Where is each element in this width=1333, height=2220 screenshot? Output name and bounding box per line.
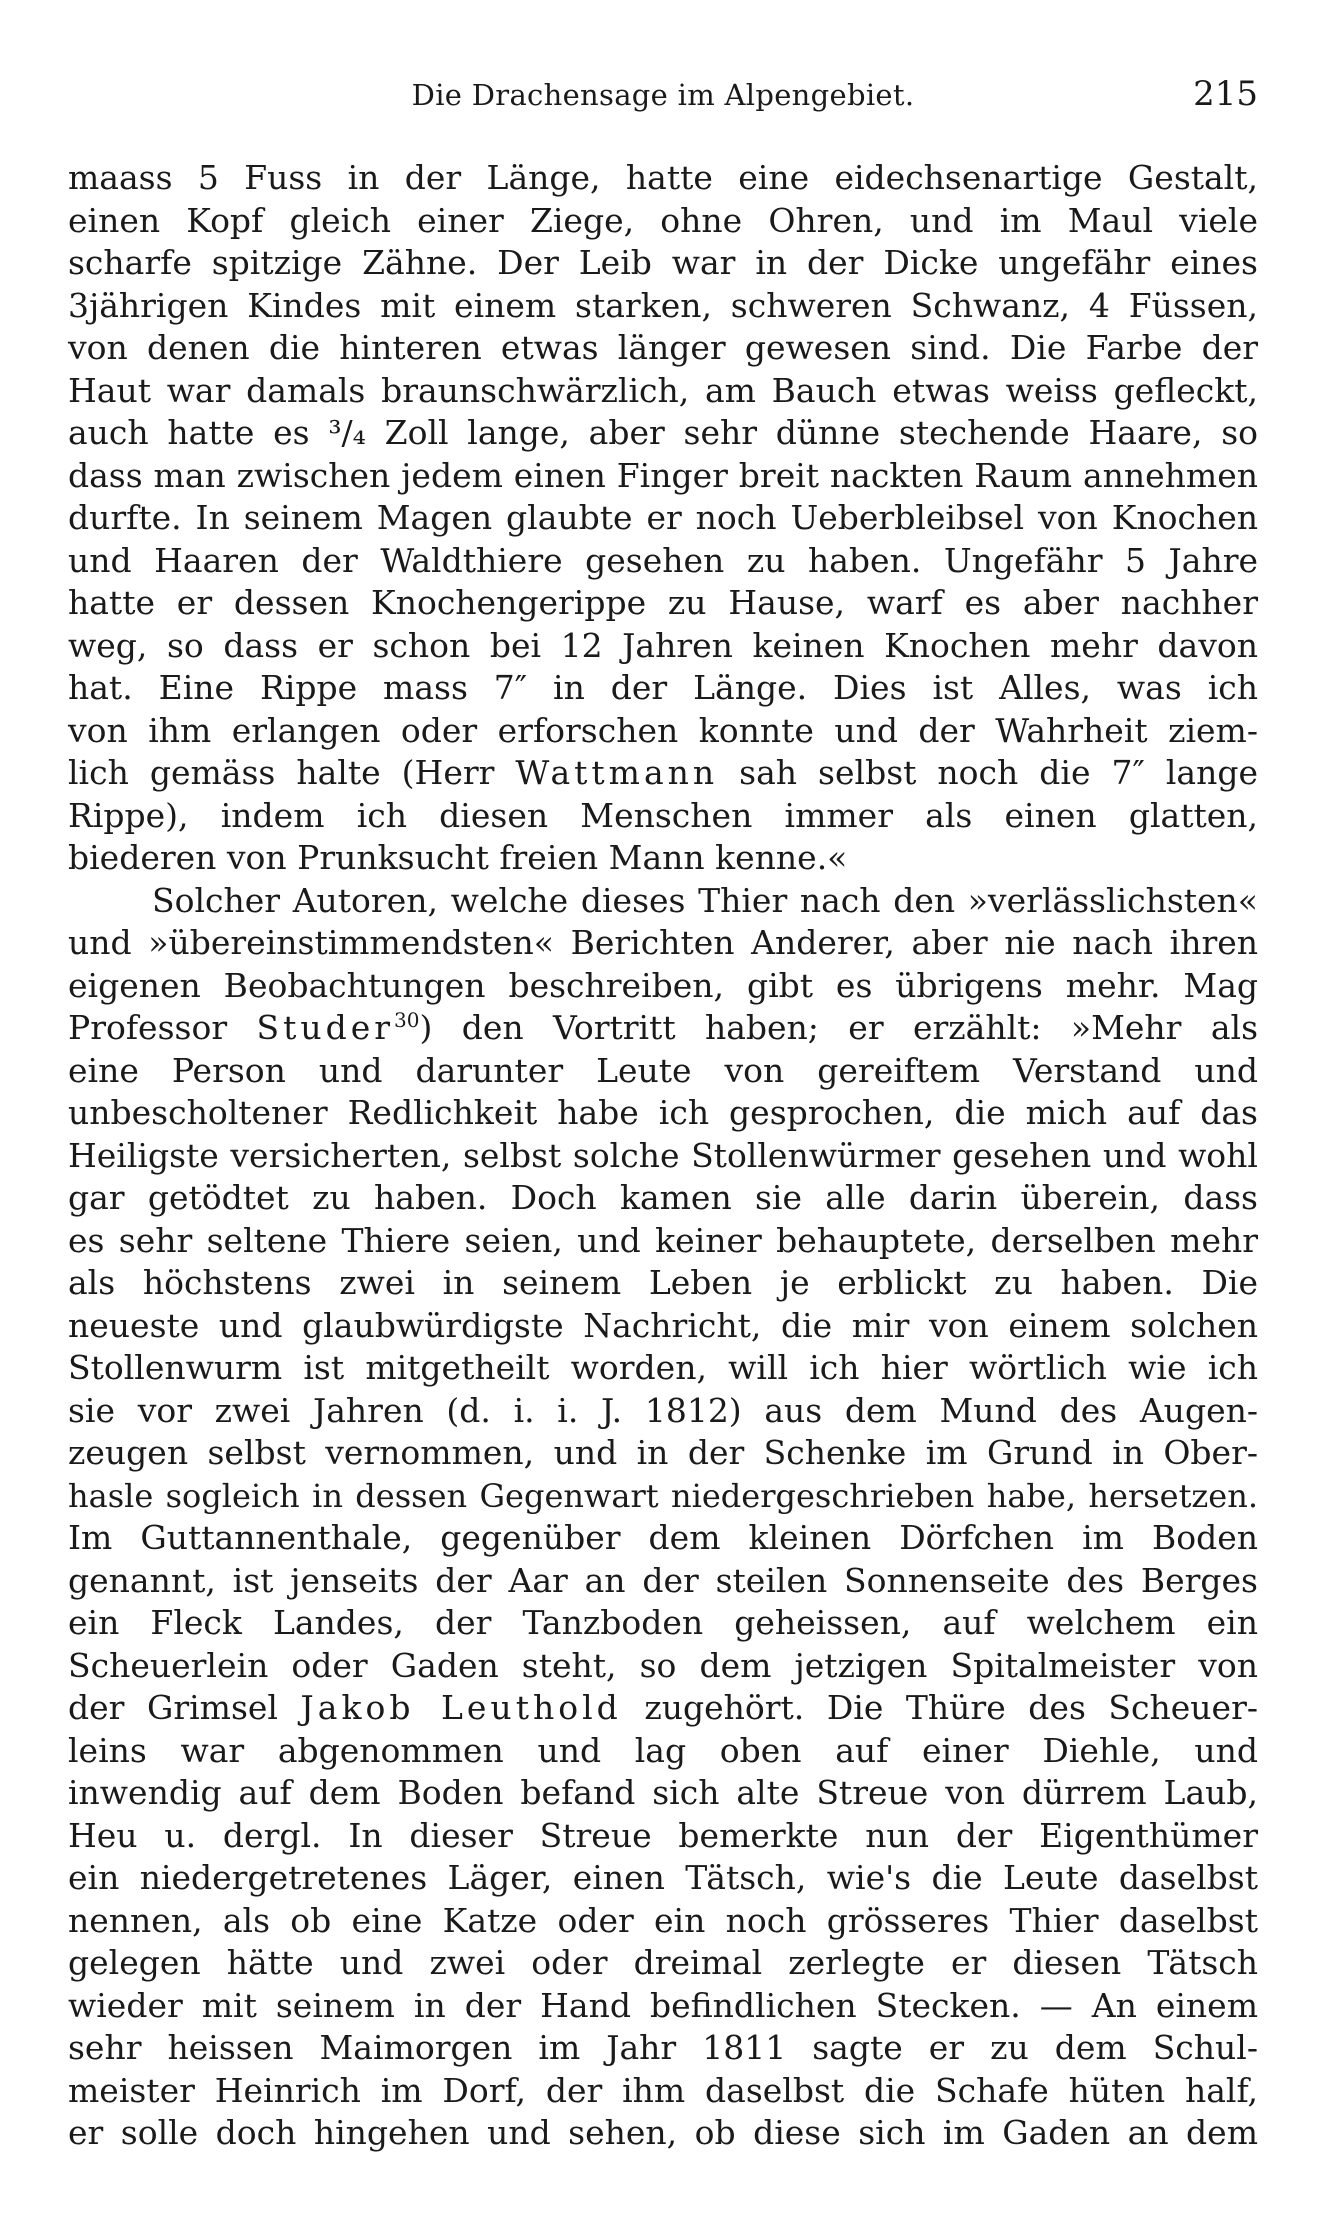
text-line: nennen, als ob eine Katze oder ein noch grösseres Thier daselbst — [68, 1900, 1258, 1940]
text-line: es sehr seltene Thiere seien, und keiner behauptete, derselben mehr — [68, 1220, 1258, 1260]
person-name: Wattmann — [515, 753, 719, 792]
text-line: Im Guttannenthale, gegenüber dem kleinen Dörfchen im Boden — [68, 1518, 1258, 1557]
body-text — [68, 157, 1258, 2155]
running-title: Die Drachensage im Alpengebiet. — [411, 78, 915, 112]
person-name: Studer — [256, 1008, 395, 1047]
text-line: maass 5 Fuss in der Länge, hatte eine eidechsenartige Gestalt, — [68, 158, 1258, 197]
text-line: hatte er dessen Knochengerippe zu Hause, warf es aber nachher — [68, 583, 1258, 622]
text-line: Haut war damals braunschwärzlich, am Bauch etwas weiss gefleckt, — [68, 370, 1258, 410]
text-line: von denen die hinteren etwas länger gewesen sind. Die Farbe der — [68, 328, 1258, 367]
text-line: Scheuerlein oder Gaden steht, so dem jetzigen Spitalmeister von — [68, 1645, 1258, 1685]
text-line: eine Person und darunter Leute von gereiftem Verstand und — [68, 1050, 1258, 1090]
text-line: Heu u. dergl. In dieser Streue bemerkte nun der Eigenthümer — [68, 1815, 1258, 1855]
text-line: 3jährigen Kindes mit einem starken, schweren Schwanz, 4 Füssen, — [68, 285, 1258, 325]
text-line: dass man zwischen jedem einen Finger breit nackten Raum annehmen — [68, 455, 1258, 495]
text-line: sie vor zwei Jahren (d. i. i. J. 1812) aus dem Mund des Augen- — [68, 1390, 1258, 1430]
text-line: hasle sogleich in dessen Gegenwart niedergeschrieben habe, hersetzen. — [68, 1476, 1258, 1515]
text-line: meister Heinrich im Dorf, der ihm daselbst die Schafe hüten half, — [68, 2070, 1258, 2110]
text-line: inwendig auf dem Boden befand sich alte Streue von dürrem Laub, — [68, 1773, 1258, 1812]
text-line: Rippe), indem ich diesen Menschen immer als einen glatten, — [68, 795, 1258, 835]
text-line: hat. Eine Rippe mass 7″ in der Länge. Dies ist Alles, was ich — [68, 668, 1258, 707]
text-line: ein niedergetretenes Läger, einen Tätsch, wie's die Leute daselbst — [68, 1858, 1258, 1897]
text-line: einen Kopf gleich einer Ziege, ohne Ohren, und im Maul viele — [68, 200, 1258, 240]
text-line: leins war abgenommen und lag oben auf einer Diehle, und — [68, 1730, 1258, 1770]
text-line: gar getödtet zu haben. Doch kamen sie alle darin überein, dass — [68, 1178, 1258, 1217]
running-head — [68, 70, 1258, 120]
text-line: Stollenwurm ist mitgetheilt worden, will ich hier wörtlich wie ich — [68, 1348, 1258, 1387]
page-number: 215 — [1193, 74, 1258, 114]
paragraph-start-line: Solcher Autoren, welche dieses Thier nach den »verlässlichsten« — [152, 880, 1258, 920]
text-line: lich gemäss halte (Herr Wattmann sah selbst noch die 7″ lange — [68, 753, 1258, 792]
person-name: Jakob Leuthold — [300, 1688, 622, 1727]
text-line: und »übereinstimmendsten« Berichten Anderer, aber nie nach ihren — [68, 923, 1258, 962]
text-line: wieder mit seinem in der Hand befindlichen Stecken. — An einem — [68, 1985, 1258, 2025]
text-line: unbescholtener Redlichkeit habe ich gesprochen, die mich auf das — [68, 1093, 1258, 1132]
text-line: von ihm erlangen oder erforschen konnte und der Wahrheit ziem- — [68, 710, 1258, 750]
text-line: er solle doch hingehen und sehen, ob diese sich im Gaden an dem — [68, 2113, 1258, 2152]
text-line: und Haaren der Waldthiere gesehen zu haben. Ungefähr 5 Jahre — [68, 540, 1258, 580]
text-line: ein Fleck Landes, der Tanzboden geheissen, auf welchem ein — [68, 1603, 1258, 1642]
text-line: scharfe spitzige Zähne. Der Leib war in der Dicke ungefähr eines — [68, 243, 1258, 282]
text-line: eigenen Beobachtungen beschreiben, gibt es übrigens mehr. Mag — [68, 965, 1258, 1005]
text-line: biederen von Prunksucht freien Mann kenne.« — [68, 838, 848, 877]
text-line: zeugen selbst vernommen, und in der Schenke im Grund in Ober- — [68, 1433, 1258, 1472]
text-line: weg, so dass er schon bei 12 Jahren keinen Knochen mehr davon — [68, 625, 1258, 665]
text-line: neueste und glaubwürdigste Nachricht, die mir von einem solchen — [68, 1305, 1258, 1345]
text-line: der Grimsel Jakob Leuthold zugehört. Die Thüre des Scheuer- — [68, 1688, 1259, 1727]
text-line: als höchstens zwei in seinem Leben je erblickt zu haben. Die — [68, 1263, 1258, 1302]
text-line: gelegen hätte und zwei oder dreimal zerlegte er diesen Tätsch — [68, 1943, 1258, 1982]
text-line: Professor Studer$^{30}$) den Vortritt haben; er erzählt: »Mehr als — [68, 1008, 1258, 1047]
text-line: genannt, ist jenseits der Aar an der steilen Sonnenseite des Berges — [68, 1560, 1258, 1600]
footnote-marker: 30 — [394, 1008, 420, 1032]
text-line: Heiligste versicherten, selbst solche Stollenwürmer gesehen und wohl — [68, 1135, 1258, 1175]
text-line: auch hatte es ³/₄ Zoll lange, aber sehr dünne stechende Haare, so — [68, 413, 1258, 452]
text-line: durfte. In seinem Magen glaubte er noch Ueberbleibsel von Knochen — [68, 498, 1258, 537]
text-line: sehr heissen Maimorgen im Jahr 1811 sagte er zu dem Schul- — [68, 2028, 1258, 2067]
